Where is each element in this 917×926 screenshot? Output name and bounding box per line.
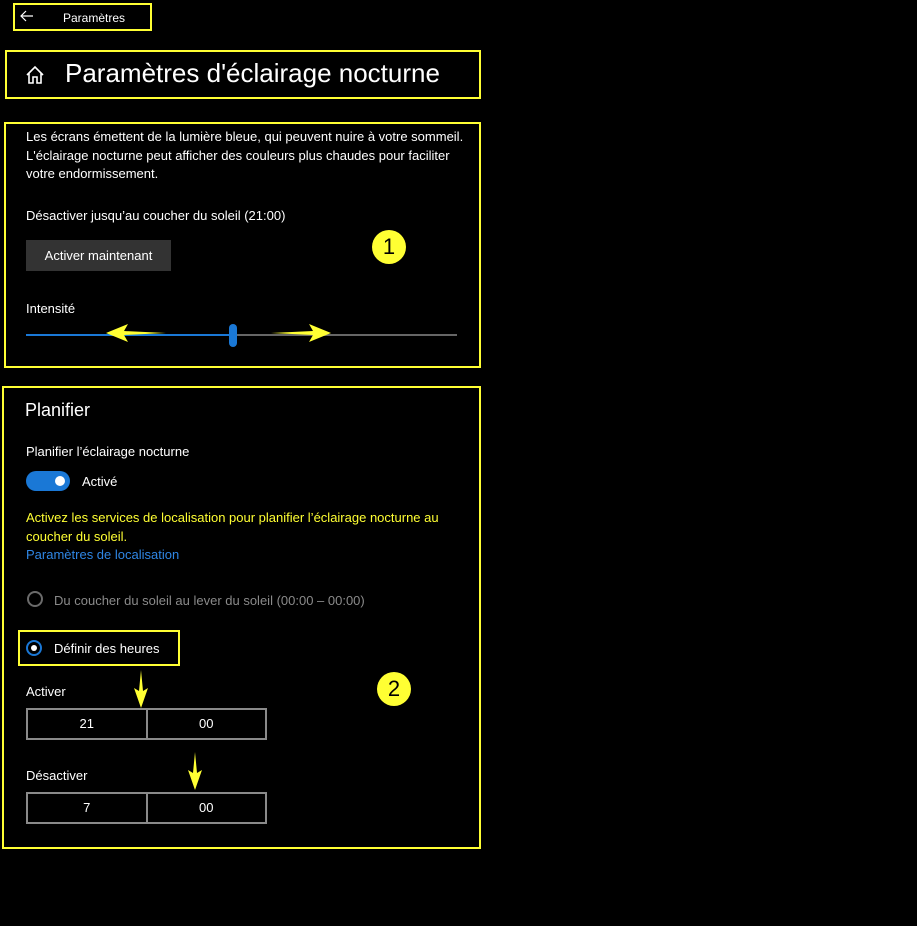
back-navigation[interactable]	[13, 3, 152, 31]
annotation-badge-2: 2	[377, 672, 411, 706]
night-light-status: Désactiver jusqu’au coucher du soleil (21:00)	[26, 208, 286, 223]
activate-time-picker[interactable]	[26, 708, 267, 740]
radio-sunset-label[interactable]: Du coucher du soleil au lever du soleil (00:00 – 00:00)	[54, 593, 365, 608]
toggle-state-label: Activé	[82, 474, 118, 489]
deactivate-minute[interactable]: 00	[146, 794, 266, 822]
page-title: Paramètres d'éclairage nocturne	[65, 58, 440, 88]
schedule-title: Planifier	[25, 400, 91, 420]
radio-custom-hours[interactable]	[26, 640, 42, 656]
deactivate-hour[interactable]: 7	[83, 800, 91, 815]
back-label: Paramètres	[63, 11, 126, 25]
slider-thumb[interactable]	[229, 324, 237, 347]
activate-now-button[interactable]: Activer maintenant	[26, 240, 171, 271]
activate-time-label: Activer	[26, 684, 66, 699]
page-header	[5, 50, 481, 99]
radio-sunset[interactable]	[27, 591, 43, 607]
night-light-section	[4, 122, 481, 368]
location-message: Activez les services de localisation pour planifier l’éclairage nocturne au coucher du soleil.	[26, 510, 439, 544]
arrow-left-annotation-icon	[106, 322, 166, 344]
activate-minute[interactable]: 00	[146, 710, 266, 738]
location-settings-link[interactable]: Paramètres de localisation	[26, 547, 180, 562]
radio-custom-hours-label[interactable]: Définir des heures	[54, 641, 160, 656]
radio-selected-dot	[31, 645, 37, 651]
night-light-description: Les écrans émettent de la lumière bleue, qui peuvent nuire à votre sommeil. L'éclairage nocturne peut afficher des couleurs plus chaudes pour faciliter votre endormissement.	[26, 129, 464, 181]
radio-custom-hours-option[interactable]	[18, 630, 180, 666]
schedule-toggle-label: Planifier l’éclairage nocturne	[26, 444, 190, 459]
schedule-toggle[interactable]	[26, 471, 70, 491]
arrow-down-annotation-icon	[187, 752, 203, 790]
arrow-right-annotation-icon	[271, 322, 331, 344]
annotation-badge-1: 1	[372, 230, 406, 264]
intensity-slider[interactable]	[26, 324, 457, 348]
arrow-left-icon[interactable]	[19, 7, 35, 25]
arrow-down-annotation-icon	[133, 670, 149, 708]
deactivate-time-picker[interactable]	[26, 792, 267, 824]
schedule-section	[2, 386, 481, 849]
activate-hour[interactable]: 21	[79, 716, 94, 731]
intensity-label: Intensité	[26, 301, 76, 316]
home-icon[interactable]	[24, 64, 46, 86]
slider-track-rest	[233, 334, 457, 336]
deactivate-time-label: Désactiver	[26, 768, 88, 783]
toggle-knob	[55, 476, 65, 486]
